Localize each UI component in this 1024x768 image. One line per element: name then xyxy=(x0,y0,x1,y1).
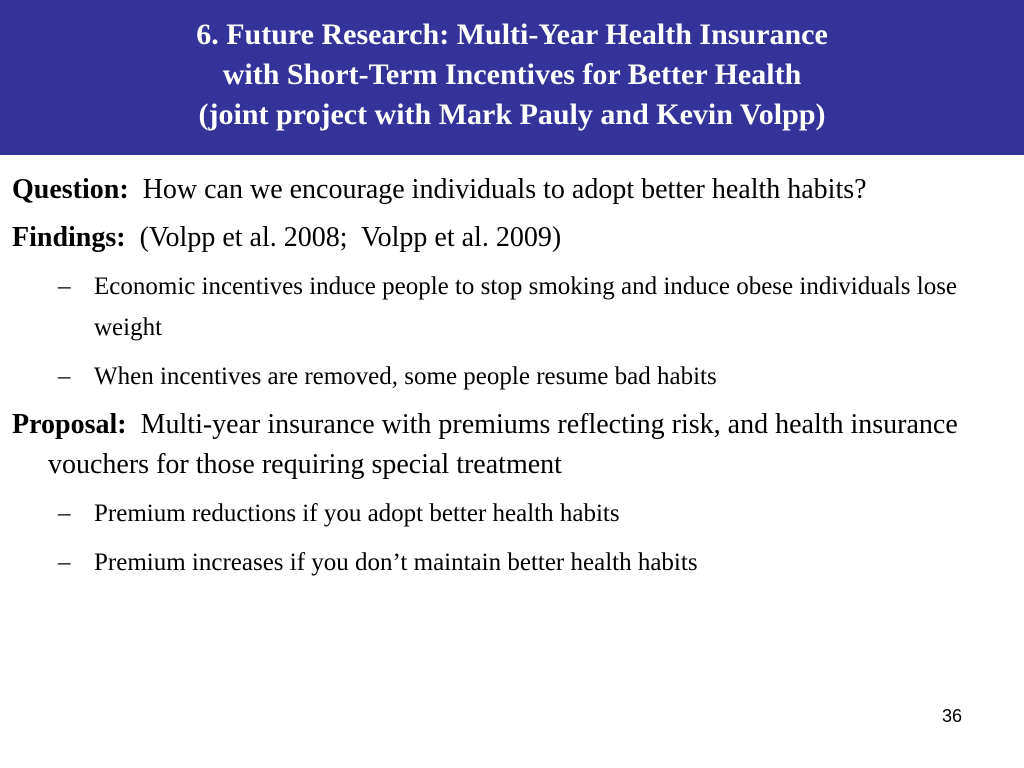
bullet-dash: – xyxy=(58,273,71,300)
proposal-bullet-text: Premium increases if you don’t maintain better health habits xyxy=(94,549,698,576)
page-number: 36 xyxy=(941,706,962,726)
slide-body xyxy=(12,170,1014,591)
question-text: How can we encourage individuals to adopt better health habits? xyxy=(128,174,867,205)
title-line-3: (joint project with Mark Pauly and Kevin Volpp) xyxy=(198,98,826,131)
slide-title xyxy=(0,0,1024,155)
findings-item xyxy=(12,218,1014,258)
bullet-dash: – xyxy=(58,500,71,527)
findings-label: Findings: xyxy=(12,222,126,253)
proposal-label: Proposal: xyxy=(12,409,127,440)
proposal-bullet-text: Premium reductions if you adopt better health habits xyxy=(94,500,620,527)
bullet-dash: – xyxy=(58,363,71,390)
question-item xyxy=(12,170,1014,210)
title-line-2: with Short-Term Incentives for Better Health xyxy=(222,58,802,91)
proposal-item xyxy=(12,405,1014,485)
findings-bullet-text: Economic incentives induce people to stop smoking and induce obese individuals lose weight xyxy=(94,273,958,341)
proposal-bullet xyxy=(12,542,1014,583)
bullet-dash: – xyxy=(58,549,71,576)
findings-text: (Volpp et al. 2008; Volpp et al. 2009) xyxy=(125,222,562,253)
findings-bullet xyxy=(12,356,1014,397)
findings-bullet xyxy=(12,266,1014,348)
findings-bullet-text: When incentives are removed, some people resume bad habits xyxy=(94,363,717,390)
proposal-bullet xyxy=(12,493,1014,534)
title-line-1: 6. Future Research: Multi-Year Health Insurance xyxy=(196,18,828,51)
question-label: Question: xyxy=(12,174,129,205)
proposal-text: Multi-year insurance with premiums reflecting risk, and health insurance vouchers for those requiring special treatment xyxy=(48,409,965,480)
